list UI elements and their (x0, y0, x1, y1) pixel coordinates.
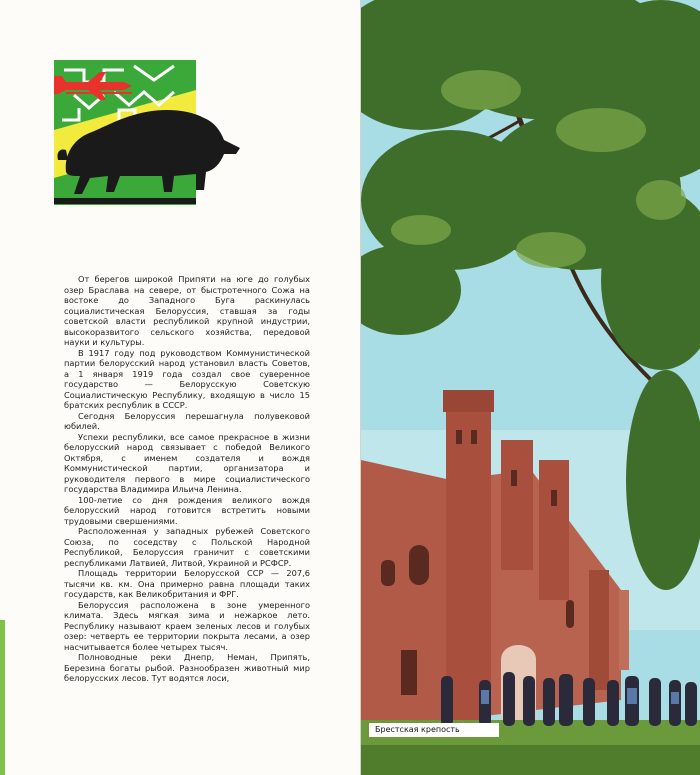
right-page (361, 0, 700, 775)
intro-text-block (64, 274, 310, 684)
emblem-bison-airplane (54, 60, 244, 208)
paragraph: Белоруссия расположена в зоне умеренного климата. Здесь мягкая зима и нежаркое лето. Республику называют краем зеленых лесов и голубых озер: четверть ее территории покрыта лесами, а озер насчитывается более четырех тысяч. (64, 599, 310, 652)
paragraph: 100-летие со дня рождения великого вождя белорусский народ готовится встретить новыми трудовыми свершениями. (64, 494, 310, 526)
paragraph: Площадь территории Белорусской ССР — 207,6 тысячи кв. км. Она примерно равна площади таких государств, как Великобритания и ФРГ. (64, 568, 310, 599)
emblem-ground-line (54, 198, 196, 204)
paragraph: В 1917 году под руководством Коммунистической партии белорусский народ установил власть Советов, а 1 января 1919 года создал свое суверенное государство — Белорусскую Советскую Социалистическую Республику, входящую в число 15 братских республик в СССР. (64, 347, 310, 410)
paragraph: Успехи республики, все самое прекрасное в жизни белорусский народ связывает с победой Великого Октября, с именем создателя и вождя Коммунистической партии, организатора и руководителя первого в мире социалистического государства Владимира Ильича Ленина. (64, 431, 310, 494)
paragraph: Расположенная у западных рубежей Советского Союза, по соседству с Польской Народной Республикой, Белоруссия граничит с советскими республиками Латвией, Литвой, Украиной и РСФСР. (64, 526, 310, 568)
paragraph: Сегодня Белоруссия перешагнула полувековой юбилей. (64, 410, 310, 431)
page-edge-strip (0, 620, 5, 775)
photo-caption: Брестская крепость (369, 723, 499, 737)
paragraph: Полноводные реки Днепр, Неман, Припять, Березина богаты рыбой. Разнообразен животный мир белорусских лесов. Тут водятся лоси, (64, 652, 310, 683)
brest-fortress-photo (361, 0, 700, 775)
paragraph: От берегов широкой Припяти на юге до голубых озер Браслава на севере, от быстротечного Сожа на востоке до Западного Буга раскинулась социалистическая Белоруссия, ставшая за годы советской власти республикой крупной индустрии, высокоразвитого сельского хозяйства, передовой науки и культуры. (64, 274, 310, 347)
